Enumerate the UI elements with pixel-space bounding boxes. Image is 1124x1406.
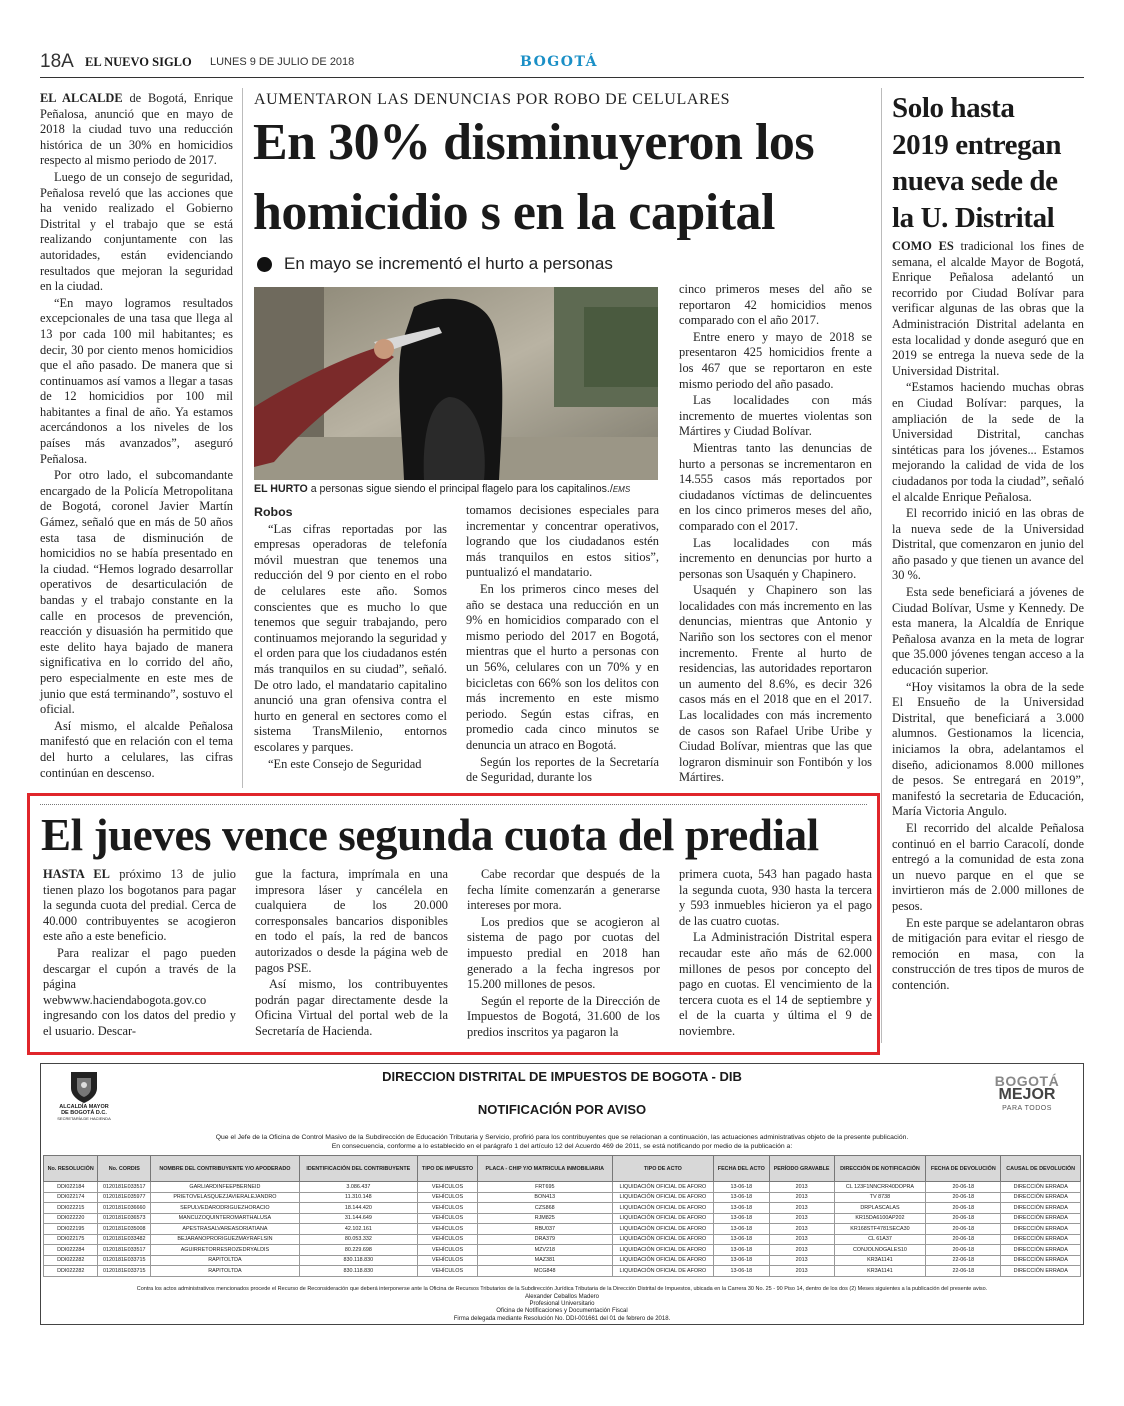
table-cell: 2013: [769, 1224, 834, 1235]
table-cell: LIQUIDACIÓN OFICIAL DE AFORO: [612, 1192, 714, 1203]
tax-notice: [40, 1063, 1084, 1325]
table-cell: APESTRASALVAREASORIATIANA: [151, 1224, 300, 1235]
section-subtitle: Robos: [254, 505, 293, 519]
table-row: [44, 1234, 1081, 1245]
table-row: [44, 1255, 1081, 1266]
table-cell: 0120181E033517: [98, 1245, 151, 1256]
table-cell: 2013: [769, 1245, 834, 1256]
left-paragraph: “En mayo logramos resultados excepcionales de una tasa que llega al 13 por cada 100 mil habitantes; es decir, 30 por ciento menos homicidios que el año pasado. De manera que si continuamos así vamos a llegar a tasas de 12 homicidios por 100 mil habitantes a final de año. Ya estamos acercándonos a los niveles de los países más avanzados”, aseguró Peñalosa.: [40, 295, 233, 466]
table-cell: 42.102.161: [299, 1224, 417, 1235]
left-paragraph: Por otro lado, el subcomandante encargado de la Policía Metropolitana de Bogotá, coronel Javier Martín Gámez, señaló que en más de 50 años esta tasa de disminución de homicidios no se había presentado en la ciudad. “Hemos logrado desarrollar operativos de desarticulación de bandas y el trabajo constante en la calle en procesos de prevención, reacción y disuasión ha permitido que este delito haya bajado de manera significativa en lo corrido del año, pero especialmente en este mes de junio que está terminando”, sostuvo el oficial.: [40, 468, 233, 717]
city-seal: ALCALDÍA MAYOR DE BOGOTÁ D.C. SECRETARÍA DE HACIENDA: [53, 1068, 115, 1121]
table-cell: CL 123F1NNCRR40DOPRA: [834, 1182, 926, 1193]
table-cell: LIQUIDACIÓN OFICIAL DE AFORO: [612, 1213, 714, 1224]
table-cell: 2013: [769, 1255, 834, 1266]
table-row: [44, 1213, 1081, 1224]
table-cell: PRIETOVELASQUEZJAVIERALEJANDRO: [151, 1192, 300, 1203]
brand-logo: BOGOTÁ MEJOR PARA TODOS: [994, 1073, 1060, 1112]
table-header-row: [44, 1156, 1081, 1182]
table-cell: GARLIARDINFEEPBERNEID: [151, 1182, 300, 1193]
predial-paragraph: Así mismo, los contribuyentes podrán pagar directamente desde la Oficina Virtual del portal web de la Secretaría de Hacienda.: [255, 977, 448, 1038]
notice-footer: Contra los actos administrativos mencionados procede el Recurso de Reconsideración que deberá interponerse ante la Oficina de Recursos Tributarios de la Subdirección Jurídica Tributaria de la Dirección Distrital de Impuestos, ubicada en la Carrera 30 No. 25 - 90 Piso 14, dentro de los dos (2) Meses siguientes a la publicación del presente aviso.: [136, 1286, 988, 1292]
table-cell: 20-06-18: [926, 1182, 1001, 1193]
table-cell: 0120181E035977: [98, 1192, 151, 1203]
left-column: [40, 91, 233, 782]
table-cell: 11.310.148: [299, 1192, 417, 1203]
table-cell: DRA379: [477, 1234, 612, 1245]
predial-col-b: [255, 867, 448, 1041]
table-cell: 3.086.437: [299, 1182, 417, 1193]
right-paragraph: En este parque se adelantaron obras de mitigación para evitar el riesgo de remoción en masa, con la construcción de tres tipos de muros de contención.: [892, 915, 1084, 992]
table-cell: 20-06-18: [926, 1203, 1001, 1214]
table-cell: 13-06-18: [714, 1245, 769, 1256]
table-cell: KR3A1141: [834, 1266, 926, 1277]
table-cell: LIQUIDACIÓN OFICIAL DE AFORO: [612, 1182, 714, 1193]
box-top-rule: [40, 804, 867, 805]
table-cell: 22-06-18: [926, 1266, 1001, 1277]
table-cell: KR168STF4781SECA30: [834, 1224, 926, 1235]
table-cell: 20-06-18: [926, 1224, 1001, 1235]
table-cell: FRT695: [477, 1182, 612, 1193]
predial-paragraph: La Administración Distrital espera recaudar este año más de 62.000 millones de pesos por concepto del pago en cuotas. El vencimiento de la tercera cuota es el 14 de septiembre y el de la cuarta y última el 9 de noviembre.: [679, 930, 872, 1038]
table-cell: LIQUIDACIÓN OFICIAL DE AFORO: [612, 1255, 714, 1266]
table-cell: VEHÍCULOS: [418, 1192, 478, 1203]
table-cell: LIQUIDACIÓN OFICIAL DE AFORO: [612, 1203, 714, 1214]
predial-paragraph: Para realizar el pago pueden descargar el cupón a través de la página webwww.haciendabogota.gov.co ingresando con los datos del predio y el usuario. Descar-: [43, 945, 236, 1038]
main-headline-line-1: En 30% disminuyeron los: [253, 114, 815, 171]
table-cell: AGUIRRETORRESROZEDRYALDIS: [151, 1245, 300, 1256]
table-cell: 13-06-18: [714, 1266, 769, 1277]
table-cell: DDI022220: [44, 1213, 98, 1224]
table-cell: DDI022282: [44, 1266, 98, 1277]
table-cell: DIRECCIÓN ERRADA: [1001, 1266, 1081, 1277]
table-cell: VEHÍCULOS: [418, 1213, 478, 1224]
table-cell: 0120181E036573: [98, 1213, 151, 1224]
table-cell: 13-06-18: [714, 1255, 769, 1266]
table-cell: DDI022215: [44, 1203, 98, 1214]
table-column-header: TIPO DE IMPUESTO: [418, 1156, 478, 1182]
table-cell: TV 8738: [834, 1192, 926, 1203]
table-row: [44, 1245, 1081, 1256]
predial-paragraph: HASTA EL próximo 13 de julio tienen plazo los bogotanos para pagar la segunda cuota del predial. Cerca de 40.000 contribuyentes se acogieron este año a este beneficio.: [43, 867, 236, 944]
table-cell: DIRECCIÓN ERRADA: [1001, 1245, 1081, 1256]
main-paragraph: Usaquén y Chapinero son las localidades con más incremento en las denuncias, mientras que Antonio y Nariño son los sectores con el menor incremento. Frente al hurto de residencias, las autoridades reportaron un aumento del 8.6%, es decir 326 casos más en el 2018 que en el 2017. Las localidades con más incremento de casos son Rafael Uribe Uribe y Ciudad Bolívar, mientras que las que lograron disminuir son Fontibón y los Mártires.: [679, 583, 872, 785]
notice-subtitle: NOTIFICACIÓN POR AVISO: [477, 1102, 647, 1117]
table-cell: RAPITOLTDA: [151, 1266, 300, 1277]
table-cell: DIRECCIÓN ERRADA: [1001, 1255, 1081, 1266]
main-col-a: [254, 503, 447, 773]
table-cell: LIQUIDACIÓN OFICIAL DE AFORO: [612, 1266, 714, 1277]
table-cell: DIRECCIÓN ERRADA: [1001, 1224, 1081, 1235]
table-cell: RBU037: [477, 1224, 612, 1235]
right-paragraph: “Hoy visitamos la obra de la sede El Ensueño de la Universidad Distrital, que beneficiará a 3.000 alumnos. Gestionamos la licencia, iniciamos la obra, adelantamos el diseño, adicionamos 8.000 millones de pesos. Se entregará en 2019”, manifestó la secretaria de Educación, María Victoria Angulo.: [892, 679, 1084, 819]
news-photo: [254, 287, 658, 480]
main-paragraph: “En este Consejo de Seguridad: [268, 756, 422, 771]
predial-paragraph: gue la factura, imprímala en una impresora láser y cancélela en cualquiera de los 20.000 corresponsales bancarios disponibles en todo el país, la red de bancos autorizados o desde la página web de pagos PSE.: [255, 867, 448, 975]
main-col-c: [679, 282, 872, 787]
bullet-icon: [257, 257, 272, 272]
table-cell: BON413: [477, 1192, 612, 1203]
table-cell: DIRECCIÓN ERRADA: [1001, 1234, 1081, 1245]
predial-col-a: [43, 867, 236, 1041]
table-cell: DDI022284: [44, 1245, 98, 1256]
table-cell: KR15DA6100AP202: [834, 1213, 926, 1224]
table-cell: 13-06-18: [714, 1182, 769, 1193]
table-column-header: TIPO DE ACTO: [612, 1156, 714, 1182]
table-cell: BEJARANOPRORIGUEZMAYRAFLSIN: [151, 1234, 300, 1245]
table-column-header: PLACA - CHIP Y/O MATRICULA INMOBILIARIA: [477, 1156, 612, 1182]
table-cell: 2013: [769, 1192, 834, 1203]
page-header: [40, 50, 1084, 76]
table-cell: 31.144.649: [299, 1213, 417, 1224]
table-cell: MAZ381: [477, 1255, 612, 1266]
table-cell: 13-06-18: [714, 1234, 769, 1245]
table-cell: DDI022282: [44, 1255, 98, 1266]
table-cell: VEHÍCULOS: [418, 1266, 478, 1277]
table-cell: MCG848: [477, 1266, 612, 1277]
notice-title: DIRECCION DISTRITAL DE IMPUESTOS DE BOGOTA - DIB: [382, 1069, 742, 1084]
main-paragraph: Según los reportes de la Secretaría de Seguridad, durante los: [466, 754, 659, 785]
table-cell: KR3A1141: [834, 1255, 926, 1266]
right-paragraph: El recorrido inició en las obras de la nueva sede de la Universidad Distrital, que comenzaron en junio del año pasado y que tienen un avance del 30 %.: [892, 506, 1084, 583]
predial-story-box: [27, 793, 880, 1055]
right-paragraph: Esta sede beneficiará a jóvenes de Ciudad Bolívar, Usme y Kennedy. De esta manera, la Alcaldía de Enrique Peñalosa avanza en la meta de lograr que 35.000 jóvenes tengan acceso a la educación superior.: [892, 585, 1084, 678]
main-paragraph: Las localidades con más incremento de muertes violentas son Mártires y Ciudad Bolívar.: [679, 393, 872, 439]
table-cell: 2013: [769, 1203, 834, 1214]
table-cell: 0120181E033482: [98, 1234, 151, 1245]
notice-table-wrap: [43, 1155, 1081, 1277]
table-cell: CL 61A37: [834, 1234, 926, 1245]
table-cell: 0120181E033715: [98, 1255, 151, 1266]
table-cell: MZV218: [477, 1245, 612, 1256]
table-cell: 2013: [769, 1234, 834, 1245]
column-divider: [242, 88, 243, 788]
table-cell: 0120181E033517: [98, 1182, 151, 1193]
left-paragraph: Luego de un consejo de seguridad, Peñalosa reveló que las acciones que ha venido realizado el Gobierno Distrital y el trabajo que se está realizando conjuntamente con las autoridades, están evidenciando resultados que mejoran la seguridad en la ciudad.: [40, 169, 233, 294]
predial-col-d: [679, 867, 872, 1041]
main-col-b: [466, 503, 659, 787]
table-cell: VEHÍCULOS: [418, 1234, 478, 1245]
page-number: 18A: [40, 51, 74, 72]
table-cell: LIQUIDACIÓN OFICIAL DE AFORO: [612, 1234, 714, 1245]
right-paragraph: COMO ES tradicional los fines de semana, el alcalde Mayor de Bogotá, Enrique Peñalosa adelantó un recorrido por Ciudad Bolívar para verificar algunas de las obras que la Administración Distrital adelanta en esta localidad y donde aseguró que en 2019 se entrega la nueva sede de la Universidad Distrital.: [892, 239, 1084, 378]
table-cell: DDI022195: [44, 1224, 98, 1235]
table-row: [44, 1192, 1081, 1203]
left-paragraph: EL ALCALDE de Bogotá, Enrique Peñalosa, anunció que en mayo de 2018 la ciudad tuvo una reducción histórica de un 30% en homicidios respecto al mismo periodo de 2017.: [40, 91, 233, 168]
main-paragraph: cinco primeros meses del año se reportaron 42 homicidios menos comparado con el año 2017.: [679, 282, 872, 328]
table-cell: 13-06-18: [714, 1213, 769, 1224]
table-column-header: CAUSAL DE DEVOLUCIÓN: [1001, 1156, 1081, 1182]
table-cell: VEHÍCULOS: [418, 1255, 478, 1266]
table-cell: SEPULVEDARODRIGUEZHORACIO: [151, 1203, 300, 1214]
table-cell: 80.053.332: [299, 1234, 417, 1245]
table-cell: 0120181E033715: [98, 1266, 151, 1277]
table-row: [44, 1182, 1081, 1193]
right-headline: Solo hasta 2019 entregan nueva sede de la U. Distrital: [892, 92, 1062, 234]
table-column-header: DIRECCIÓN DE NOTIFICACIÓN: [834, 1156, 926, 1182]
table-cell: DIRECCIÓN ERRADA: [1001, 1203, 1081, 1214]
main-paragraph: Entre enero y mayo de 2018 se presentaron 425 homicidios frente a los 467 que se reportaron en este mismo periodo del año pasado.: [679, 329, 872, 391]
table-cell: 20-06-18: [926, 1234, 1001, 1245]
main-headline-line-2: homicidio s en la capital: [253, 184, 775, 241]
table-column-header: No. RESOLUCIÓN: [44, 1156, 98, 1182]
predial-paragraph: Los predios que se acogieron al sistema de pago por cuotas del impuesto predial en 2018 han generado a la fecha ingresos por 15.200 millones de pesos.: [467, 914, 660, 992]
column-divider: [881, 88, 882, 1043]
left-paragraph: Así mismo, el alcalde Peñalosa manifestó que en relación con el tema del hurto a celulares, las cifras continúan en descenso.: [40, 718, 233, 780]
table-row: [44, 1203, 1081, 1214]
table-body: [44, 1182, 1081, 1277]
table-column-header: FECHA DEL ACTO: [714, 1156, 769, 1182]
notice-table: [43, 1155, 1081, 1277]
table-cell: MANCUZOQUINTEROMARTHALUSA: [151, 1213, 300, 1224]
table-cell: 830.118.830: [299, 1255, 417, 1266]
table-cell: DRPLASCALAS: [834, 1203, 926, 1214]
table-cell: RAPITOLTDA: [151, 1255, 300, 1266]
main-paragraph: tomamos decisiones especiales para incrementar y concentrar operativos, logrando que los ciudadanos estén más tranquilos en estos sitios”, puntualizó el mandatario.: [466, 503, 659, 580]
main-kicker: AUMENTARON LAS DENUNCIAS POR ROBO DE CELULARES: [254, 91, 731, 108]
predial-headline: El jueves vence segunda cuota del predial: [41, 810, 819, 860]
table-cell: RJM825: [477, 1213, 612, 1224]
table-cell: DIRECCIÓN ERRADA: [1001, 1182, 1081, 1193]
table-cell: 2013: [769, 1213, 834, 1224]
table-cell: 2013: [769, 1266, 834, 1277]
table-cell: VEHÍCULOS: [418, 1224, 478, 1235]
table-cell: VEHÍCULOS: [418, 1203, 478, 1214]
table-cell: DDI022174: [44, 1192, 98, 1203]
table-row: [44, 1266, 1081, 1277]
right-paragraph: “Estamos haciendo muchas obras en Ciudad Bolívar: parques, la ampliación de la sede de la Universidad Distrital, canchas sintéticas para los jóvenes... Estamos mejorando la calidad de vida de los ciudadanos por toda la ciudad”, señaló el alcalde Enrique Peñalosa.: [892, 380, 1084, 504]
table-row: [44, 1224, 1081, 1235]
subhead: En mayo se incrementó el hurto a personas: [257, 254, 613, 274]
notice-intro: Que el Jefe de la Oficina de Control Masivo de la Subdirección de Educación Tributaria y Servicio, profirió para los contribuyentes que se relacionan a continuación, las actuaciones administrativas objeto de la presente publicación. En consecuencia, conforme a lo establecido en el parágrafo 1 del artículo 12 del Acuerdo 469 de 2011, se está notificando por medio de la publicación a:: [215, 1134, 909, 1150]
table-cell: 20-06-18: [926, 1213, 1001, 1224]
table-cell: DDI022184: [44, 1182, 98, 1193]
header-rule: [40, 77, 1084, 78]
table-cell: 830.118.830: [299, 1266, 417, 1277]
table-cell: LIQUIDACIÓN OFICIAL DE AFORO: [612, 1245, 714, 1256]
table-cell: 13-06-18: [714, 1203, 769, 1214]
table-cell: DIRECCIÓN ERRADA: [1001, 1192, 1081, 1203]
table-cell: LIQUIDACIÓN OFICIAL DE AFORO: [612, 1224, 714, 1235]
table-column-header: IDENTIFICACIÓN DEL CONTRIBUYENTE: [299, 1156, 417, 1182]
notice-signature: Alexander Ceballos Madero Profesional Universitario Oficina de Notificaciones y Documentación Fiscal Firma delegada mediante Resolución No. DDI-001661 del 01 de febrero de 2018.: [453, 1294, 671, 1322]
table-cell: 18.144.420: [299, 1203, 417, 1214]
masthead: EL NUEVO SIGLO: [85, 55, 192, 69]
predial-paragraph: Cabe recordar que después de la fecha límite comenzarán a generarse intereses por mora.: [467, 867, 660, 913]
table-cell: 20-06-18: [926, 1192, 1001, 1203]
main-paragraph: En los primeros cinco meses del año se destaca una reducción en un 9% en homicidios comparado con el mismo periodo del 2017 en Bogotá, mientras que el hurto a personas con un 56%, celulares con un 70% y en bicicletas con 66% son los delitos con más incremento en este mismo periodo. Según estas cifras, en promedio cada cinco minutos se denuncia un atraco en Bogotá.: [466, 581, 659, 752]
section-name: BOGOTÁ: [520, 54, 598, 70]
predial-paragraph: Según el reporte de la Dirección de Impuestos de Bogotá, 31.600 de los predios inscritos ya pagaron la: [467, 993, 660, 1039]
table-cell: 2013: [769, 1182, 834, 1193]
main-paragraph: “Las cifras reportadas por las empresas operadoras de telefonía móvil muestran que tenemos una reducción del 9 por ciento en el robo de celulares este año. Somos conscientes que es mucho lo que tenemos que seguir trabajando, pero continuamos mejorando la seguridad y el orden para que los ciudadanos estén más tranquilos en su ciudad”, señaló. De otro lado, el mandatario capitalino anunció una gran ofensiva contra el hurto en general en sectores como el sistema TransMilenio, entornos escolares y parques.: [254, 521, 447, 754]
table-cell: 13-06-18: [714, 1192, 769, 1203]
predial-col-c: [467, 867, 660, 1042]
right-paragraph: El recorrido del alcalde Peñalosa continuó en el barrio Caracolí, donde entregó a la comunidad de esta zona un nuevo parque en el que se invirtieron más de 2.000 millones de pesos.: [892, 820, 1084, 913]
table-cell: DIRECCIÓN ERRADA: [1001, 1213, 1081, 1224]
issue-date: LUNES 9 DE JULIO DE 2018: [210, 56, 355, 68]
main-paragraph: Mientras tanto las denuncias de hurto a personas se incrementaron en 14.555 casos más reportados por ciudadanos víctimas de delincuentes en los cinco primeros meses del año, comparado con el 2017.: [679, 440, 872, 533]
table-cell: DDI022175: [44, 1234, 98, 1245]
table-cell: VEHÍCULOS: [418, 1182, 478, 1193]
right-column: [892, 239, 1084, 995]
table-cell: 20-06-18: [926, 1245, 1001, 1256]
table-cell: 0120181E035008: [98, 1224, 151, 1235]
table-column-header: NOMBRE DEL CONTRIBUYENTE Y/O APODERADO: [151, 1156, 300, 1182]
main-paragraph: Las localidades con más incremento en denuncias por hurto a personas son Usaquén y Chapinero.: [679, 535, 872, 581]
table-cell: 0120181E036660: [98, 1203, 151, 1214]
photo-caption: EL HURTO a personas sigue siendo el principal flagelo para los capitalinos./EMS: [254, 483, 631, 495]
table-column-header: FECHA DE DEVOLUCIÓN: [926, 1156, 1001, 1182]
predial-paragraph: primera cuota, 543 han pagado hasta la segunda cuota, 930 hasta la tercera y 593 inmuebles hicieron ya el pago de las cuatro cuotas.: [679, 867, 872, 928]
table-cell: CONJOLNOGALES10: [834, 1245, 926, 1256]
table-cell: CZS868: [477, 1203, 612, 1214]
table-cell: 22-06-18: [926, 1255, 1001, 1266]
table-column-header: No. CORDIS: [98, 1156, 151, 1182]
table-cell: 13-06-18: [714, 1224, 769, 1235]
table-cell: VEHÍCULOS: [418, 1245, 478, 1256]
table-cell: 80.229.698: [299, 1245, 417, 1256]
table-column-header: PERÍODO GRAVABLE: [769, 1156, 834, 1182]
